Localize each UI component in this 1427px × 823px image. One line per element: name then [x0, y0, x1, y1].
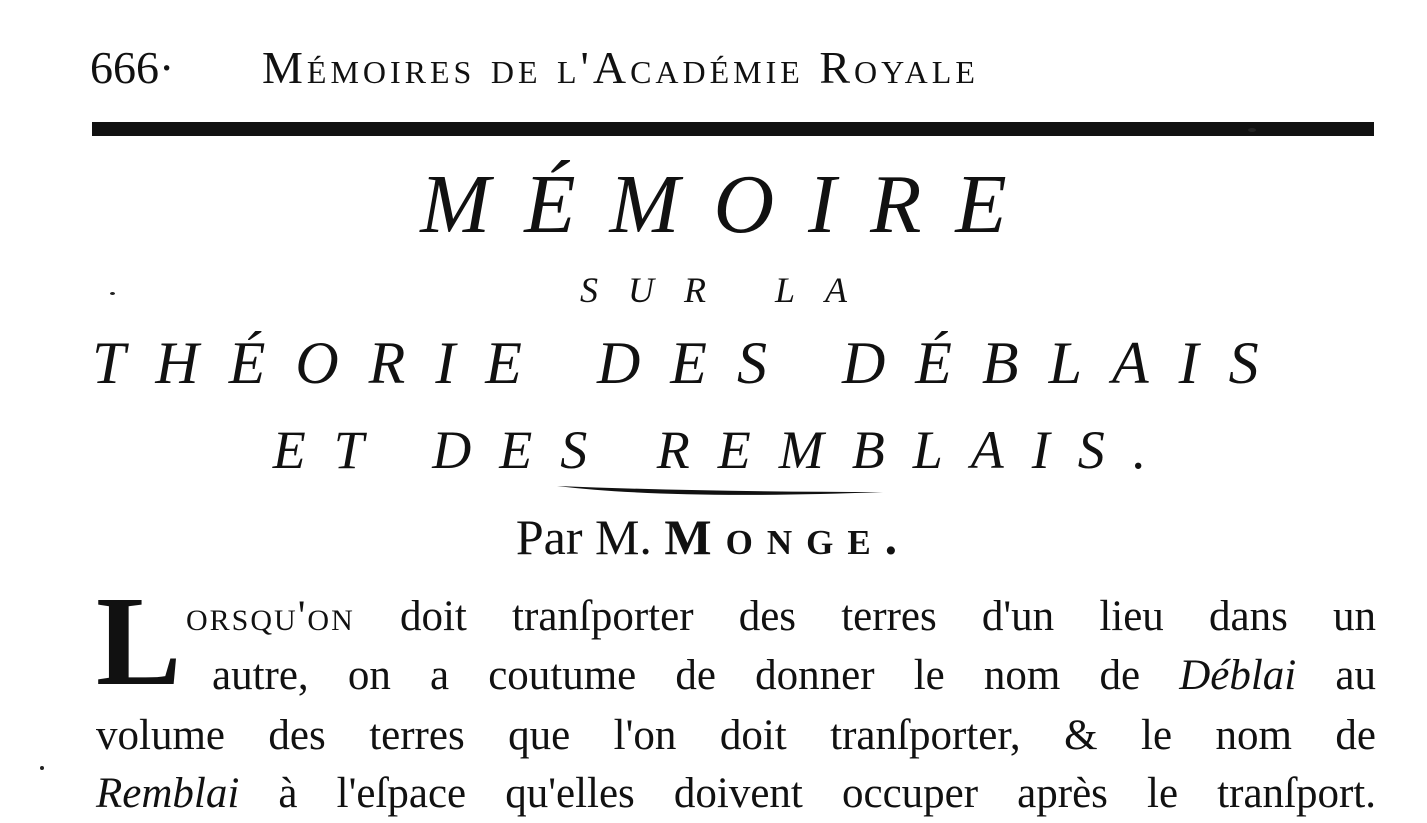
body-line-2	[212, 647, 1376, 705]
title-flourish-rule	[555, 478, 885, 502]
body-line-1	[186, 588, 1376, 646]
running-header	[90, 38, 1380, 98]
memoir-title-line-2: THÉORIE DES DÉBLAIS	[92, 330, 1289, 396]
body-line-1-smallcaps: orsqu'on	[186, 593, 355, 640]
drop-cap: L	[96, 570, 182, 712]
body-line-4	[96, 765, 1376, 823]
memoir-title: MÉMOIRE	[420, 158, 1041, 251]
author-line	[0, 505, 1427, 569]
body-line-1-text: doit tranſporter des terres d'un lieu dans un	[354, 593, 1376, 640]
header-rule	[92, 122, 1374, 136]
memoir-title-line-3: ET DES REMBLAIS.	[272, 420, 1175, 480]
print-speck	[110, 292, 115, 295]
body-line-2-text: autre, on a coutume de donner le nom de	[212, 652, 1180, 699]
body-term-remblai: Remblai	[96, 770, 240, 817]
print-speck	[40, 766, 44, 770]
body-line-2-end: au	[1296, 652, 1376, 699]
memoir-subtitle-sur-la: SUR LA	[580, 270, 877, 310]
body-line-4-text: à l'eſpace qu'elles doivent occuper après le tranſport.	[239, 770, 1376, 817]
body-term-deblai: Déblai	[1179, 652, 1297, 699]
body-line-3: volume des terres que l'on doit tranſporter, & le nom de	[96, 712, 1376, 759]
author-prefix: Par M.	[515, 509, 652, 565]
author-surname: Monge.	[664, 509, 912, 565]
page-number: 666·	[90, 42, 175, 93]
print-speck	[1248, 128, 1256, 132]
running-title: Mémoires de l'Académie Royale	[262, 42, 979, 93]
